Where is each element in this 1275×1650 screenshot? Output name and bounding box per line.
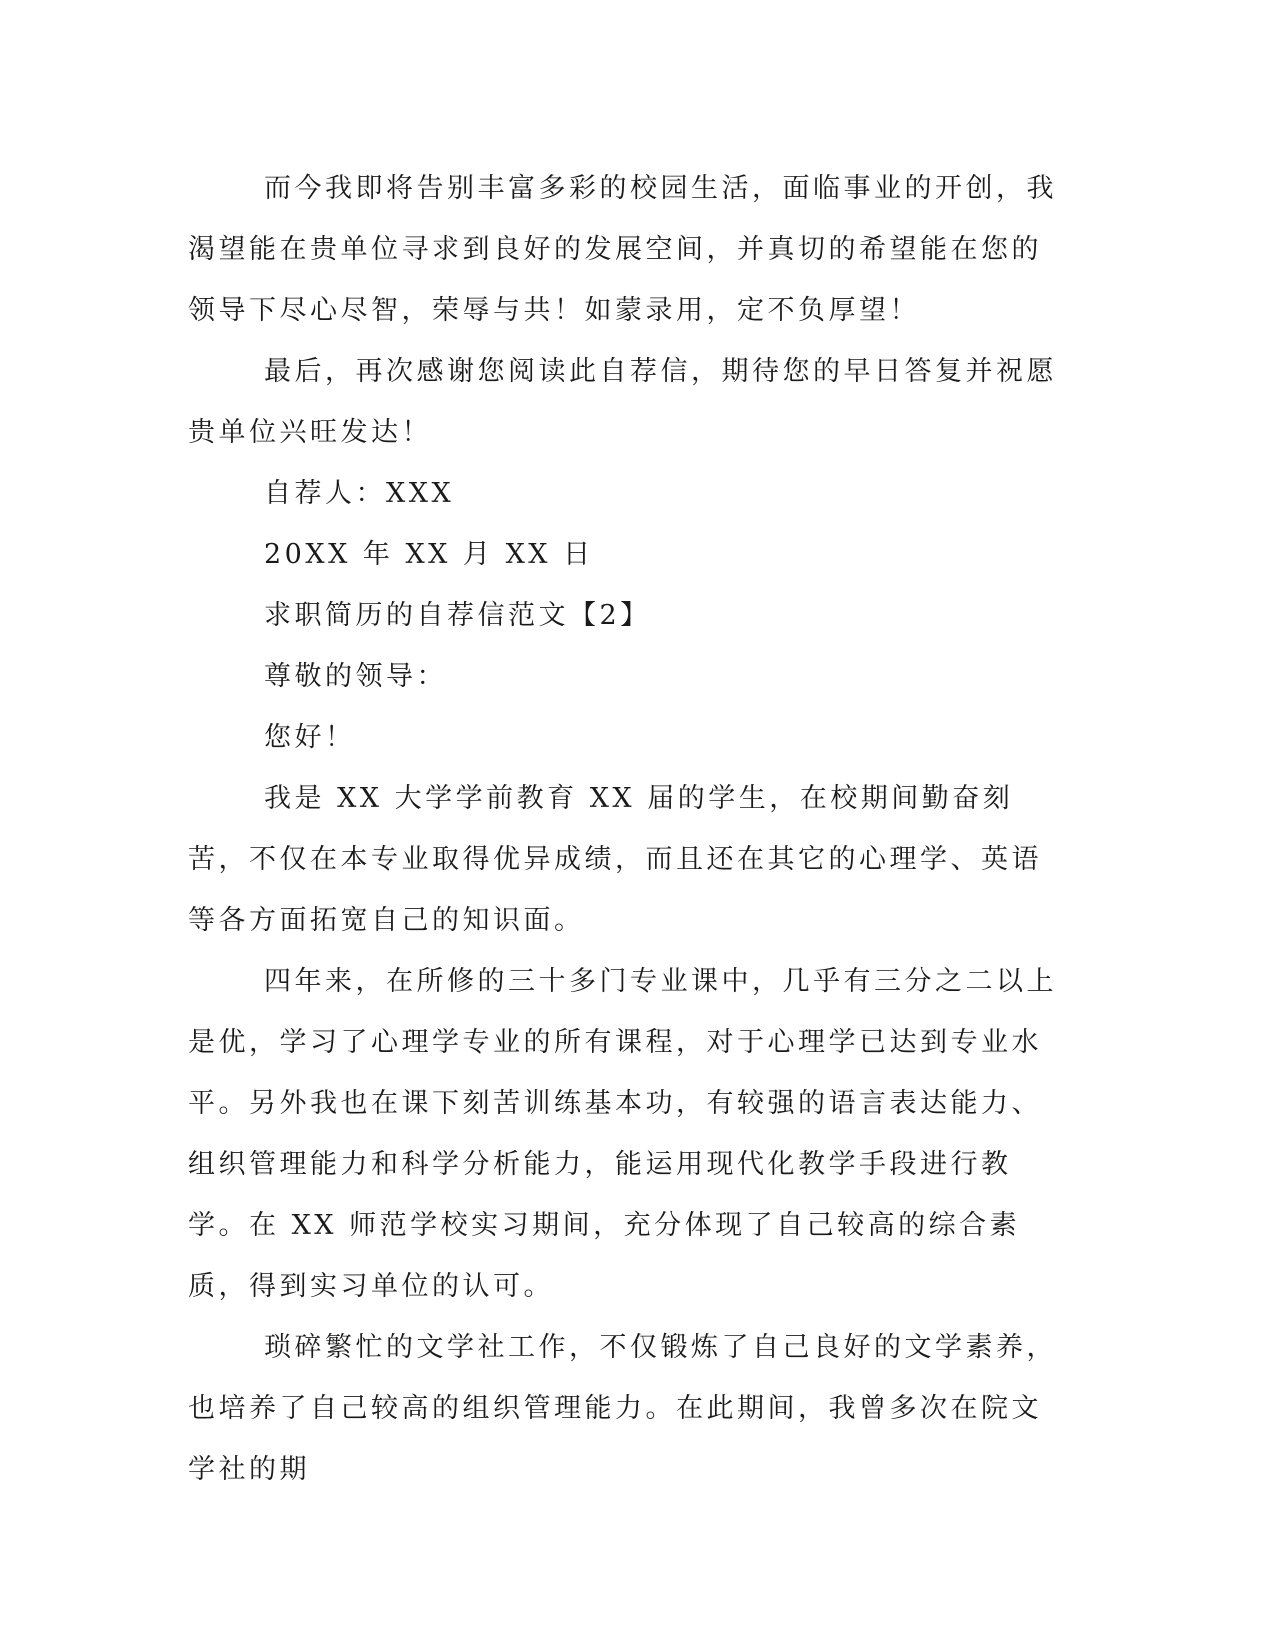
date-line: 20XX 年 XX 月 XX 日 bbox=[264, 539, 594, 570]
paragraph-literary-club: 琐碎繁忙的文学社工作，不仅锻炼了自己良好的文学素养，也培养了自己较高的组织管理能力。在此期间，我曾多次在院文学社的期 bbox=[188, 1332, 1057, 1485]
paragraph-introduction: 我是 XX 大学学前教育 XX 届的学生，在校期间勤奋刻苦，不仅在本专业取得优异成绩，而且还在其它的心理学、英语等各方面拓宽自己的知识面。 bbox=[188, 783, 1042, 936]
letter-body bbox=[188, 158, 1068, 1500]
signature-line: 自荐人：XXX bbox=[264, 478, 455, 509]
greeting: 您好！ bbox=[264, 722, 356, 753]
salutation: 尊敬的领导： bbox=[264, 661, 447, 692]
paragraph-studies: 四年来，在所修的三十多门专业课中，几乎有三分之二以上是优，学习了心理学专业的所有课程，对于心理学已达到专业水平。另外我也在课下刻苦训练基本功，有较强的语言表达能力、组织管理能力和科学分析能力，能运用现代化教学手段进行教学。在 XX 师范学校实习期间，充分体现了自己较高的综合素质，得到实习单位的认可。 bbox=[188, 966, 1057, 1302]
section-heading: 求职简历的自荐信范文【2】 bbox=[264, 600, 651, 631]
paragraph-closing-wish: 而今我即将告别丰富多彩的校园生活，面临事业的开创，我渴望能在贵单位寻求到良好的发展空间，并真切的希望能在您的领导下尽心尽智，荣辱与共！如蒙录用，定不负厚望！ bbox=[188, 173, 1057, 326]
paragraph-thanks: 最后，再次感谢您阅读此自荐信，期待您的早日答复并祝愿贵单位兴旺发达！ bbox=[188, 356, 1057, 448]
